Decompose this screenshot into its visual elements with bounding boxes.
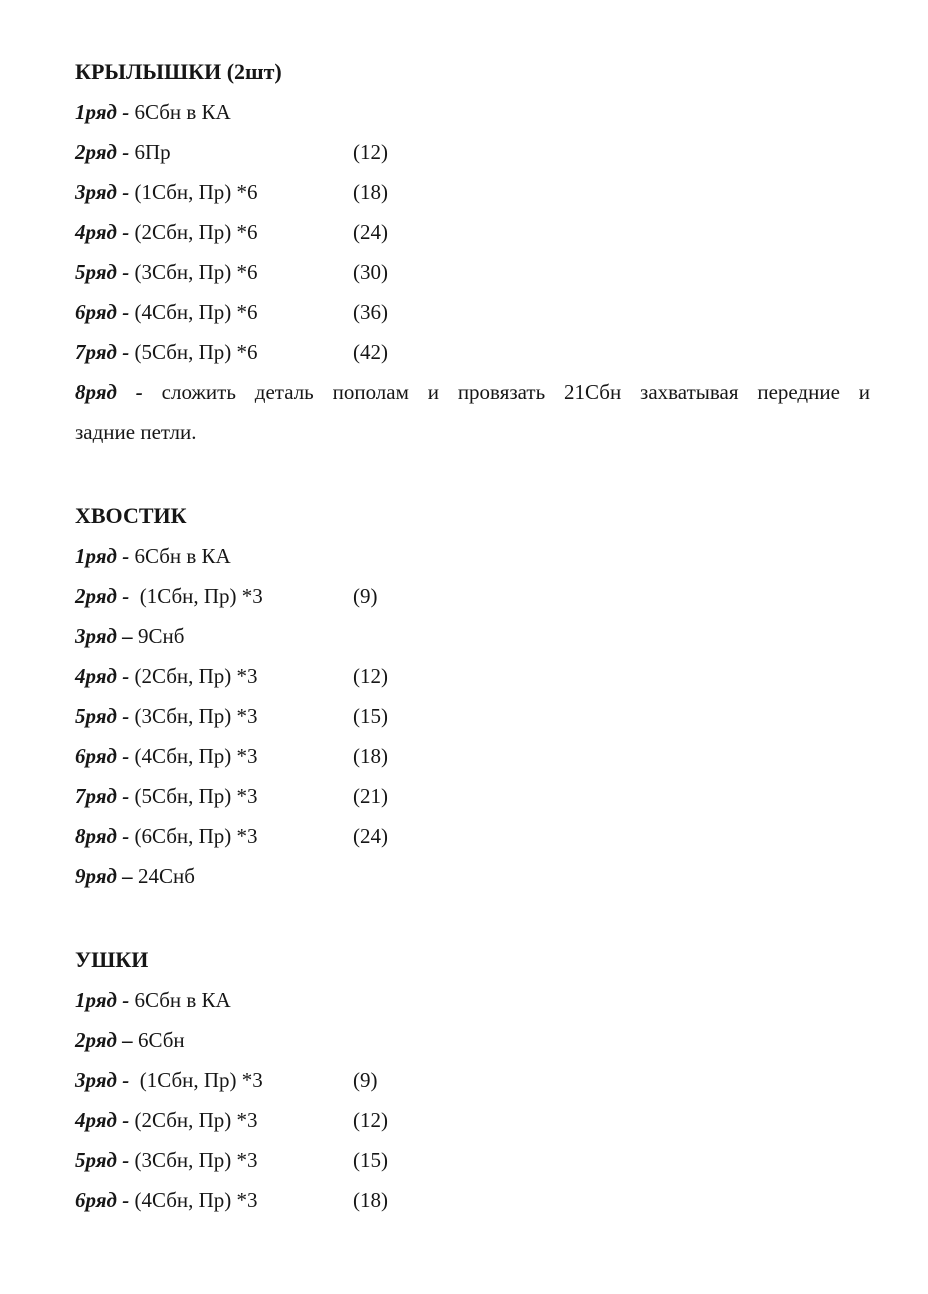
stitch-count: (12) — [353, 1108, 388, 1132]
pattern-row — [75, 816, 870, 856]
section-rows — [75, 92, 870, 452]
pattern-row — [75, 656, 870, 696]
row-instruction: (3Сбн, Пр) *6 — [134, 260, 258, 284]
pattern-row — [75, 1020, 870, 1060]
row-instruction: (4Сбн, Пр) *3 — [134, 1188, 258, 1212]
row-label: 8ряд - — [75, 824, 130, 848]
stitch-count: (42) — [353, 340, 388, 364]
row-instruction: 6Сбн в КА — [134, 100, 231, 124]
row-instruction: 6Сбн в КА — [134, 544, 231, 568]
pattern-section — [75, 944, 870, 1220]
row-label: 6ряд - — [75, 744, 130, 768]
row-instruction: (2Сбн, Пр) *6 — [134, 220, 258, 244]
row-instruction: (5Сбн, Пр) *3 — [134, 784, 258, 808]
stitch-count: (15) — [353, 1148, 388, 1172]
pattern-row — [75, 616, 870, 656]
stitch-count: (30) — [353, 260, 388, 284]
row-instruction: (4Сбн, Пр) *3 — [134, 744, 258, 768]
pattern-row — [75, 132, 870, 172]
stitch-count: (15) — [353, 704, 388, 728]
section-title: УШКИ — [75, 947, 149, 972]
row-label: 4ряд - — [75, 664, 130, 688]
pattern-row — [75, 252, 870, 292]
pattern-row-paragraph — [75, 372, 870, 452]
pattern-section — [75, 56, 870, 452]
row-label: 2ряд - — [75, 140, 130, 164]
row-label: 7ряд - — [75, 340, 130, 364]
row-label: 2ряд - — [75, 584, 130, 608]
pattern-row — [75, 332, 870, 372]
row-instruction: (6Сбн, Пр) *3 — [134, 824, 258, 848]
row-label: 7ряд - — [75, 784, 130, 808]
section-title: ХВОСТИК — [75, 503, 187, 528]
row-instruction: 6Сбн — [137, 1028, 185, 1052]
pattern-section — [75, 500, 870, 896]
row-label: 5ряд - — [75, 1148, 130, 1172]
pattern-row — [75, 92, 870, 132]
stitch-count: (18) — [353, 744, 388, 768]
stitch-count: (36) — [353, 300, 388, 324]
row-label: 5ряд - — [75, 260, 130, 284]
section-rows — [75, 536, 870, 896]
pattern-row — [75, 212, 870, 252]
row-label: 1ряд - — [75, 988, 130, 1012]
row-label: 4ряд - — [75, 220, 130, 244]
row-instruction: (2Сбн, Пр) *3 — [134, 664, 258, 688]
section-title: КРЫЛЫШКИ (2шт) — [75, 59, 282, 84]
row-label: 2ряд – — [75, 1028, 133, 1052]
row-instruction: (1Сбн, Пр) *6 — [134, 180, 258, 204]
pattern-row — [75, 172, 870, 212]
row-label: 3ряд – — [75, 624, 133, 648]
stitch-count: (9) — [353, 584, 378, 608]
row-instruction: (5Сбн, Пр) *6 — [134, 340, 258, 364]
pattern-row — [75, 1060, 870, 1100]
stitch-count: (24) — [353, 824, 388, 848]
stitch-count: (21) — [353, 784, 388, 808]
row-label: 9ряд – — [75, 864, 133, 888]
row-label: 6ряд - — [75, 1188, 130, 1212]
row-instruction: (2Сбн, Пр) *3 — [134, 1108, 258, 1132]
row-instruction: (1Сбн, Пр) *3 — [134, 1068, 263, 1092]
stitch-count: (12) — [353, 140, 388, 164]
section-rows — [75, 980, 870, 1220]
row-label: 8ряд - — [75, 380, 143, 404]
pattern-row — [75, 1140, 870, 1180]
pattern-row — [75, 856, 870, 896]
pattern-row — [75, 536, 870, 576]
row-instruction: 6Пр — [134, 140, 171, 164]
row-instruction: 9Снб — [137, 624, 185, 648]
row-instruction: (3Сбн, Пр) *3 — [134, 704, 258, 728]
row-label: 3ряд - — [75, 1068, 130, 1092]
pattern-row — [75, 736, 870, 776]
row-label: 1ряд - — [75, 544, 130, 568]
row-instruction: 6Сбн в КА — [134, 988, 231, 1012]
stitch-count: (18) — [353, 180, 388, 204]
paragraph-line2: задние петли. — [75, 420, 197, 444]
pattern-row — [75, 696, 870, 736]
row-label: 1ряд - — [75, 100, 130, 124]
row-label: 5ряд - — [75, 704, 130, 728]
row-label: 6ряд - — [75, 300, 130, 324]
row-instruction: (4Сбн, Пр) *6 — [134, 300, 258, 324]
pattern-row — [75, 292, 870, 332]
row-label: 4ряд - — [75, 1108, 130, 1132]
pattern-row — [75, 1180, 870, 1220]
stitch-count: (9) — [353, 1068, 378, 1092]
stitch-count: (24) — [353, 220, 388, 244]
row-label: 3ряд - — [75, 180, 130, 204]
row-instruction: (1Сбн, Пр) *3 — [134, 584, 263, 608]
pattern-row — [75, 776, 870, 816]
row-instruction: (3Сбн, Пр) *3 — [134, 1148, 258, 1172]
row-instruction: 24Снб — [137, 864, 195, 888]
stitch-count: (18) — [353, 1188, 388, 1212]
pattern-row — [75, 576, 870, 616]
paragraph-line1 — [75, 372, 870, 412]
row-instruction: сложить деталь пополам и провязать 21Сбн захватывая передние и — [161, 380, 870, 404]
pattern-row — [75, 980, 870, 1020]
pattern-row — [75, 1100, 870, 1140]
stitch-count: (12) — [353, 664, 388, 688]
